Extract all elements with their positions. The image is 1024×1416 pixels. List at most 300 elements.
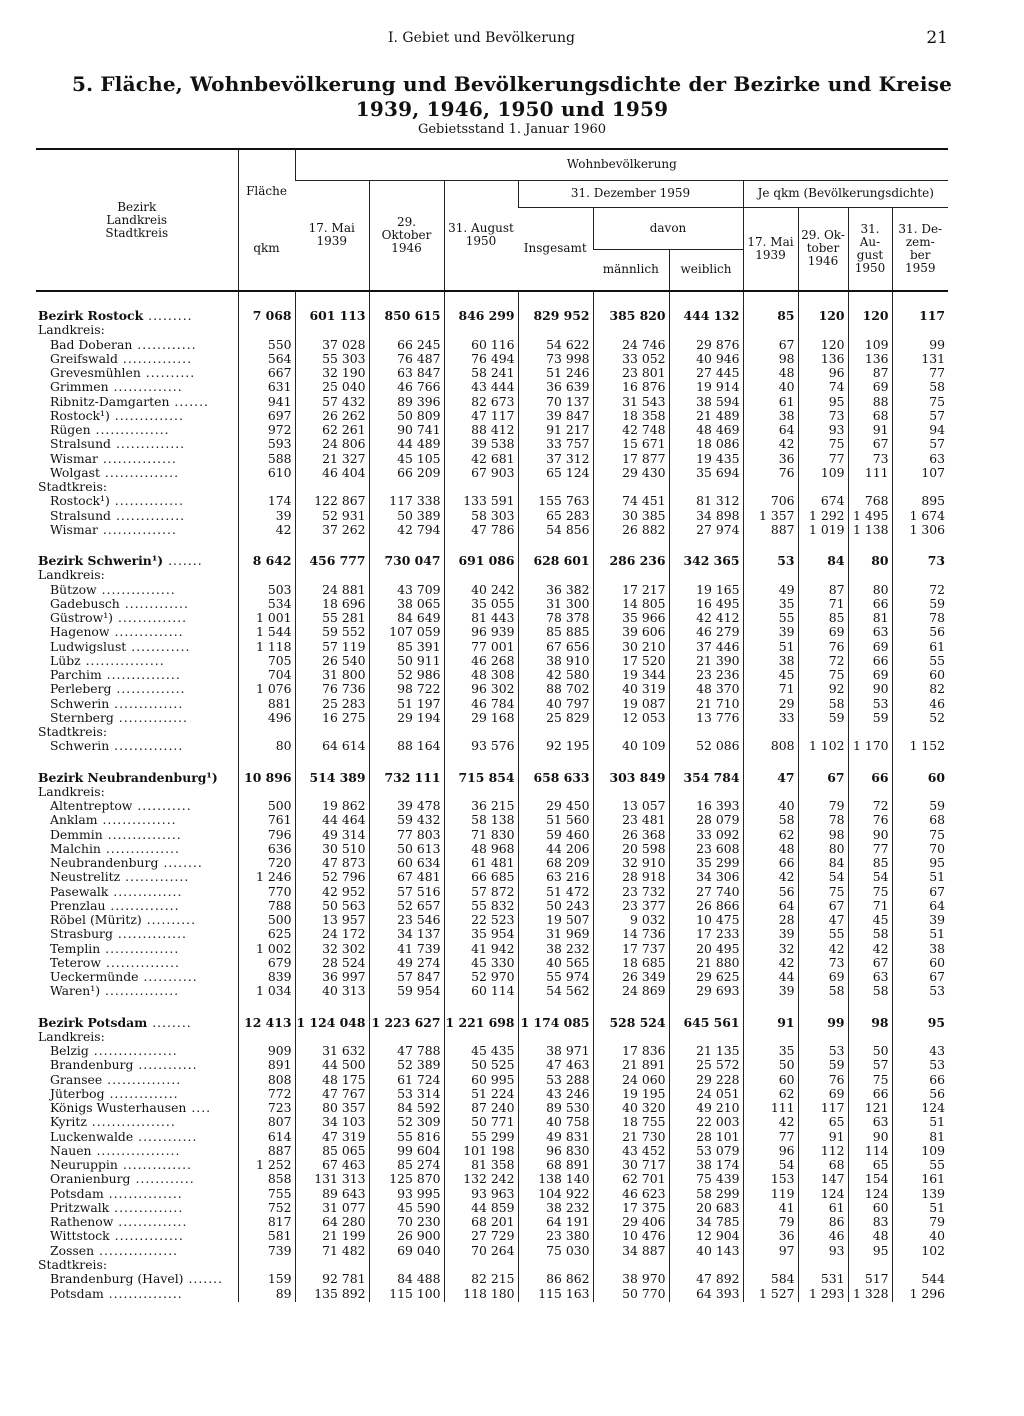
row-label: Grevesmühlen: [50, 366, 141, 381]
value-cell: [593, 1258, 669, 1272]
value-cell: 31 077: [295, 1201, 369, 1215]
value-cell: 58: [798, 697, 848, 711]
value-cell: 23 546: [369, 913, 444, 927]
value-cell: 46: [798, 1229, 848, 1243]
row-label: Rostock¹): [50, 408, 110, 423]
spacer-cell: [518, 754, 593, 771]
row-label-cell: [36, 725, 238, 739]
running-head: [0, 30, 1024, 50]
row-label-cell: [36, 1187, 238, 1201]
value-cell: 44 206: [518, 842, 593, 856]
value-cell: 67: [892, 885, 948, 899]
value-cell: 35 954: [444, 927, 518, 941]
leader-dots: ...............: [100, 941, 180, 956]
value-cell: 78: [892, 611, 948, 625]
value-cell: 528 524: [593, 1016, 669, 1030]
value-cell: 85 885: [518, 625, 593, 639]
value-cell: 850 615: [369, 309, 444, 323]
value-cell: 51: [743, 640, 798, 654]
row-label: Landkreis:: [38, 568, 105, 583]
value-cell: 76: [743, 466, 798, 480]
table-row: [36, 395, 948, 409]
value-cell: 76 487: [369, 352, 444, 366]
value-cell: [238, 1258, 295, 1272]
value-cell: 57 432: [295, 395, 369, 409]
value-cell: 31 800: [295, 668, 369, 682]
row-label: Teterow: [50, 955, 101, 970]
value-cell: 80: [848, 583, 892, 597]
value-cell: 23 481: [593, 813, 669, 827]
row-label: Perleberg: [50, 682, 112, 697]
value-cell: 21 710: [669, 697, 743, 711]
value-cell: [518, 785, 593, 799]
value-cell: 55 816: [369, 1130, 444, 1144]
table-title-line-2: 1939, 1946, 1950 und 1959: [355, 97, 669, 121]
spacer-cell: [593, 291, 669, 309]
value-cell: 40: [743, 380, 798, 394]
value-cell: [518, 725, 593, 739]
value-cell: 50 809: [369, 409, 444, 423]
value-cell: [798, 568, 848, 582]
value-cell: 117: [892, 309, 948, 323]
value-cell: 58: [848, 984, 892, 998]
row-label-cell: [36, 913, 238, 927]
value-cell: [892, 323, 948, 337]
value-cell: 1 138: [848, 523, 892, 537]
value-cell: 66 209: [369, 466, 444, 480]
value-cell: 544: [892, 1272, 948, 1286]
row-label: Sternberg: [50, 710, 114, 725]
value-cell: 610: [238, 466, 295, 480]
table-row: [36, 338, 948, 352]
row-label-cell: [36, 970, 238, 984]
group-heading-row: [36, 1258, 948, 1272]
value-cell: 31 543: [593, 395, 669, 409]
value-cell: 50: [743, 1058, 798, 1072]
value-cell: 51: [892, 927, 948, 941]
value-cell: 53: [743, 554, 798, 568]
value-cell: [369, 568, 444, 582]
value-cell: [669, 323, 743, 337]
value-cell: 35: [743, 1044, 798, 1058]
spacer-cell: [669, 999, 743, 1016]
value-cell: 444 132: [669, 309, 743, 323]
value-cell: 45 105: [369, 452, 444, 466]
value-cell: 49: [743, 583, 798, 597]
value-cell: 58: [743, 813, 798, 827]
spacer-cell: [798, 754, 848, 771]
row-label-cell: [36, 668, 238, 682]
row-label: Parchim: [50, 668, 102, 683]
row-label-cell: [36, 1030, 238, 1044]
value-cell: 27 740: [669, 885, 743, 899]
value-cell: 88: [848, 395, 892, 409]
value-cell: 93 963: [444, 1187, 518, 1201]
value-cell: 89 530: [518, 1101, 593, 1115]
row-label-cell: [36, 597, 238, 611]
value-cell: 49 274: [369, 956, 444, 970]
value-cell: 60: [892, 771, 948, 785]
value-cell: 47 767: [295, 1087, 369, 1101]
row-label: Lübz: [50, 653, 81, 668]
value-cell: [444, 323, 518, 337]
value-cell: 625: [238, 927, 295, 941]
value-cell: 67: [848, 956, 892, 970]
value-cell: 69: [798, 625, 848, 639]
table-row: [36, 1215, 948, 1229]
value-cell: 75: [892, 828, 948, 842]
value-cell: 58: [848, 927, 892, 941]
value-cell: 1 170: [848, 739, 892, 753]
row-label-cell: [36, 771, 238, 785]
value-cell: 63: [892, 452, 948, 466]
value-cell: 80: [848, 554, 892, 568]
row-label: Strasburg: [50, 927, 113, 942]
spacer-cell: [238, 537, 295, 554]
value-cell: 46 766: [369, 380, 444, 394]
row-label-cell: [36, 711, 238, 725]
value-cell: 34 785: [669, 1215, 743, 1229]
value-cell: 1 124 048: [295, 1016, 369, 1030]
value-cell: 1 296: [892, 1286, 948, 1302]
value-cell: 58 303: [444, 509, 518, 523]
value-cell: 1 221 698: [444, 1016, 518, 1030]
value-cell: 37 446: [669, 640, 743, 654]
table-row: [36, 668, 948, 682]
value-cell: 1 328: [848, 1286, 892, 1302]
value-cell: 69 040: [369, 1244, 444, 1258]
row-label-cell: [36, 1016, 238, 1030]
value-cell: 64: [743, 423, 798, 437]
leader-dots: .........: [143, 309, 193, 324]
header-flaeche-label: Fläche: [246, 184, 287, 198]
value-cell: 42 952: [295, 885, 369, 899]
value-cell: 93: [798, 1244, 848, 1258]
value-cell: 50 911: [369, 654, 444, 668]
row-label-cell: [36, 1087, 238, 1101]
header-density-1939: 17. Mai 1939: [743, 207, 798, 291]
value-cell: 85: [798, 611, 848, 625]
value-cell: 40 320: [593, 1101, 669, 1115]
value-cell: [593, 1030, 669, 1044]
value-cell: 550: [238, 338, 295, 352]
row-label-cell: [36, 1073, 238, 1087]
value-cell: 37 028: [295, 338, 369, 352]
value-cell: 68 891: [518, 1158, 593, 1172]
value-cell: 40 319: [593, 682, 669, 696]
value-cell: 76: [798, 640, 848, 654]
value-cell: 58: [798, 984, 848, 998]
value-cell: 706: [743, 494, 798, 508]
leader-dots: ..............: [108, 884, 183, 899]
value-cell: 131 313: [295, 1172, 369, 1186]
row-label: Landkreis:: [38, 784, 105, 799]
value-cell: 91: [848, 423, 892, 437]
table-row: [36, 423, 948, 437]
spacer-cell: [238, 291, 295, 309]
value-cell: 57 516: [369, 885, 444, 899]
value-cell: 69: [848, 380, 892, 394]
value-cell: 22 523: [444, 913, 518, 927]
row-label-cell: [36, 1201, 238, 1215]
value-cell: 18 358: [593, 409, 669, 423]
value-cell: 91 217: [518, 423, 593, 437]
value-cell: 42: [743, 437, 798, 451]
value-cell: 79: [798, 799, 848, 813]
value-cell: 38 174: [669, 1158, 743, 1172]
value-cell: 42: [848, 942, 892, 956]
row-label: Brandenburg: [50, 1058, 134, 1073]
leader-dots: ...............: [97, 813, 177, 828]
row-label-cell: [36, 1144, 238, 1158]
value-cell: 61: [743, 395, 798, 409]
value-cell: 124: [892, 1101, 948, 1115]
value-cell: 52 389: [369, 1058, 444, 1072]
header-density-1959: 31. De- zem- ber 1959: [892, 207, 948, 291]
value-cell: 87 240: [444, 1101, 518, 1115]
leader-dots: ........: [147, 1015, 192, 1030]
leader-dots: ...........: [138, 970, 198, 985]
value-cell: 81: [892, 1130, 948, 1144]
value-cell: 60 634: [369, 856, 444, 870]
leader-dots: ...............: [103, 1286, 183, 1302]
value-cell: 829 952: [518, 309, 593, 323]
value-cell: 29: [743, 697, 798, 711]
value-cell: 84: [798, 856, 848, 870]
header-flaeche: [238, 149, 295, 291]
value-cell: 23 801: [593, 366, 669, 380]
table-row: [36, 799, 948, 813]
value-cell: 147: [798, 1172, 848, 1186]
value-cell: 29 194: [369, 711, 444, 725]
value-cell: 50 389: [369, 509, 444, 523]
value-cell: 79: [892, 1215, 948, 1229]
value-cell: 33 052: [593, 352, 669, 366]
value-cell: [892, 785, 948, 799]
value-cell: 24 881: [295, 583, 369, 597]
value-cell: 66: [848, 1087, 892, 1101]
value-cell: 705: [238, 654, 295, 668]
value-cell: 40: [743, 799, 798, 813]
value-cell: 81 312: [669, 494, 743, 508]
value-cell: 35 966: [593, 611, 669, 625]
value-cell: 36 997: [295, 970, 369, 984]
spacer-cell: [238, 999, 295, 1016]
value-cell: 29 876: [669, 338, 743, 352]
leader-dots: ..............: [109, 408, 184, 423]
value-cell: 69: [798, 1087, 848, 1101]
value-cell: 61: [892, 640, 948, 654]
value-cell: [295, 1258, 369, 1272]
spacer-cell: [295, 537, 369, 554]
value-cell: 42: [743, 956, 798, 970]
leader-dots: .................: [91, 1143, 181, 1158]
value-cell: 42: [798, 942, 848, 956]
value-cell: 47 786: [444, 523, 518, 537]
value-cell: 136: [798, 352, 848, 366]
value-cell: 29 450: [518, 799, 593, 813]
leader-dots: .......: [183, 1272, 224, 1287]
page-number: 21: [926, 28, 948, 48]
value-cell: 1 674: [892, 509, 948, 523]
value-cell: 53: [798, 1044, 848, 1058]
value-cell: [669, 785, 743, 799]
value-cell: 19 507: [518, 913, 593, 927]
value-cell: 21 730: [593, 1130, 669, 1144]
value-cell: 752: [238, 1201, 295, 1215]
leader-dots: ..........: [141, 913, 197, 928]
value-cell: 636: [238, 842, 295, 856]
spacer-cell: [593, 537, 669, 554]
spacer-cell: [892, 754, 948, 771]
row-label: Schwerin: [50, 696, 110, 711]
value-cell: 808: [743, 739, 798, 753]
value-cell: 98: [798, 828, 848, 842]
value-cell: 75: [848, 885, 892, 899]
header-wohnbevoelkerung: Wohnbevölkerung: [295, 149, 948, 180]
row-label-cell: [36, 899, 238, 913]
value-cell: 531: [798, 1272, 848, 1286]
header-density-1950: 31. Au- gust 1950: [848, 207, 892, 291]
value-cell: 88 164: [369, 739, 444, 753]
value-cell: [743, 480, 798, 494]
value-cell: 48 308: [444, 668, 518, 682]
row-label-cell: [36, 1244, 238, 1258]
value-cell: 739: [238, 1244, 295, 1258]
bezirk-row: [36, 1016, 948, 1030]
value-cell: 24 060: [593, 1073, 669, 1087]
value-cell: 85 391: [369, 640, 444, 654]
value-cell: 81 358: [444, 1158, 518, 1172]
value-cell: 75 439: [669, 1172, 743, 1186]
table-row: [36, 711, 948, 725]
row-label-cell: [36, 1215, 238, 1229]
leader-dots: ...............: [96, 582, 176, 597]
leader-dots: .................: [86, 1115, 176, 1130]
leader-dots: ..............: [113, 710, 188, 725]
value-cell: 75 030: [518, 1244, 593, 1258]
value-cell: 124: [848, 1187, 892, 1201]
value-cell: 40 109: [593, 739, 669, 753]
value-cell: 68: [892, 813, 948, 827]
value-cell: 48: [848, 1229, 892, 1243]
row-label-cell: [36, 323, 238, 337]
value-cell: 38: [743, 409, 798, 423]
value-cell: 1 019: [798, 523, 848, 537]
value-cell: 761: [238, 813, 295, 827]
value-cell: 77 803: [369, 828, 444, 842]
row-label: Greifswald: [50, 351, 118, 366]
value-cell: 95: [798, 395, 848, 409]
row-label: Ueckermünde: [50, 970, 139, 985]
value-cell: 645 561: [669, 1016, 743, 1030]
value-cell: 67 481: [369, 870, 444, 884]
value-cell: 40 313: [295, 984, 369, 998]
value-cell: 18 086: [669, 437, 743, 451]
value-cell: 23 380: [518, 1229, 593, 1243]
row-label-cell: [36, 1130, 238, 1144]
value-cell: 52 931: [295, 509, 369, 523]
value-cell: 48: [743, 842, 798, 856]
value-cell: 38: [743, 654, 798, 668]
value-cell: 132 242: [444, 1172, 518, 1186]
value-cell: 29 693: [669, 984, 743, 998]
value-cell: 972: [238, 423, 295, 437]
row-label: Neustrelitz: [50, 870, 121, 885]
value-cell: 85 274: [369, 1158, 444, 1172]
table-row: [36, 813, 948, 827]
value-cell: 584: [743, 1272, 798, 1286]
leader-dots: ..............: [105, 898, 180, 913]
table-row: [36, 523, 948, 537]
value-cell: 26 882: [593, 523, 669, 537]
value-cell: 63 216: [518, 870, 593, 884]
group-heading-row: [36, 480, 948, 494]
spacer-cell: [444, 291, 518, 309]
row-label-cell: [36, 785, 238, 799]
table-row: [36, 682, 948, 696]
value-cell: 46 404: [295, 466, 369, 480]
value-cell: 93 576: [444, 739, 518, 753]
leader-dots: ...........: [132, 799, 192, 814]
bezirk-row: [36, 554, 948, 568]
row-label-cell: [36, 813, 238, 827]
table-row: [36, 452, 948, 466]
value-cell: [369, 480, 444, 494]
value-cell: 614: [238, 1130, 295, 1144]
value-cell: 7 068: [238, 309, 295, 323]
value-cell: 53 079: [669, 1144, 743, 1158]
header-density-1946: 29. Ok- tober 1946: [798, 207, 848, 291]
value-cell: 73: [798, 409, 848, 423]
row-label: Ludwigslust: [50, 639, 127, 654]
value-cell: 93: [798, 423, 848, 437]
value-cell: [444, 480, 518, 494]
table-row: [36, 1187, 948, 1201]
spacer-cell: [798, 291, 848, 309]
row-label: Waren¹): [50, 984, 101, 999]
value-cell: 29 168: [444, 711, 518, 725]
row-label: Anklam: [50, 813, 98, 828]
value-cell: 887: [743, 523, 798, 537]
value-cell: 16 275: [295, 711, 369, 725]
table-row: [36, 1044, 948, 1058]
value-cell: 40 797: [518, 697, 593, 711]
value-cell: 28 079: [669, 813, 743, 827]
value-cell: 674: [798, 494, 848, 508]
value-cell: 21 135: [669, 1044, 743, 1058]
row-label: Belzig: [50, 1044, 89, 1059]
row-label: Brandenburg (Havel): [50, 1272, 184, 1287]
leader-dots: ..............: [104, 1086, 179, 1101]
value-cell: 36 639: [518, 380, 593, 394]
value-cell: [669, 725, 743, 739]
value-cell: [669, 568, 743, 582]
value-cell: 89 643: [295, 1187, 369, 1201]
value-cell: 75: [798, 885, 848, 899]
value-cell: 47: [743, 771, 798, 785]
value-cell: 1 002: [238, 942, 295, 956]
value-cell: 1 246: [238, 870, 295, 884]
value-cell: 92 781: [295, 1272, 369, 1286]
value-cell: 1 174 085: [518, 1016, 593, 1030]
leader-dots: ................: [94, 1243, 179, 1258]
row-label-cell: [36, 697, 238, 711]
value-cell: 51: [892, 1115, 948, 1129]
row-label-cell: [36, 583, 238, 597]
value-cell: 61 724: [369, 1073, 444, 1087]
leader-dots: ..............: [109, 1229, 184, 1244]
